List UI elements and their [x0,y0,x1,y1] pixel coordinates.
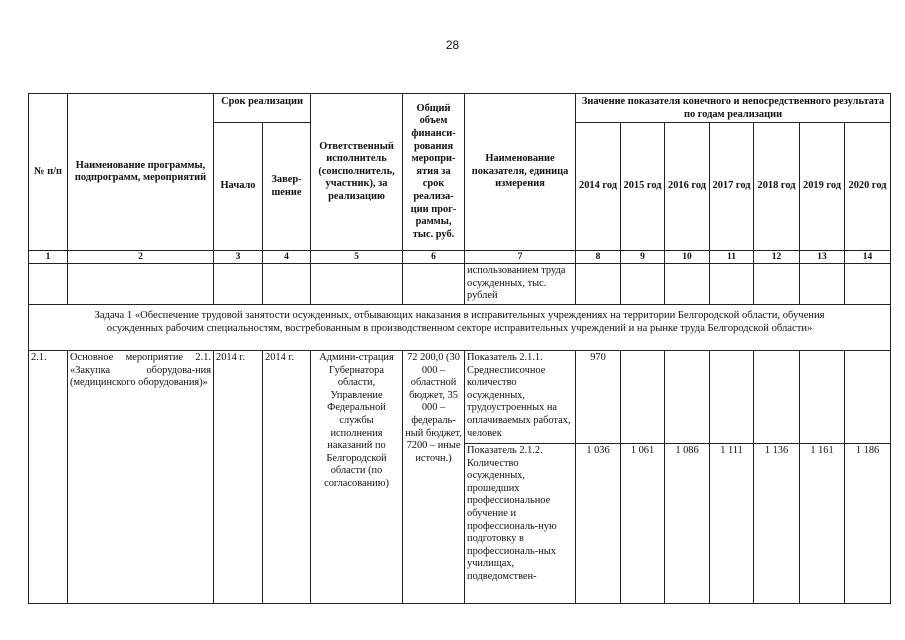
header-year-2014: 2014 год [576,123,621,251]
col-number: 6 [403,251,465,264]
header-year-2016: 2016 год [665,123,710,251]
task-row [29,304,891,350]
header-year-2015: 2015 год [621,123,665,251]
header-results: Значение показателя конечного и непосредственного результата по годам реализации [576,94,891,123]
header-name: Наименование программы, подпрограмм, мероприятий [68,94,214,251]
header-end: Завер-шение [263,123,311,251]
task-text: Задача 1 «Обеспечение трудовой занятости осужденных, отбывающих наказания в исправительных учреждениях на территории Белгородской области, обучения осужденных рабочим специальностям, востребованным в производственном секторе исправительных учреждений и на рынке труда Белгородской области» [29,304,891,350]
row-executor: Админи-страция Губернатора области, Управление Федеральной службы исполнения наказаний по Белгородской области (по согласованию) [311,350,403,603]
col-number: 5 [311,251,403,264]
header-indicator: Наименование показателя, единица измерения [465,94,576,251]
row-indicator-2: Показатель 2.1.2. Количество осужденных, прошедших профессиональное обучение и профессиональ-ную подготовку в профессиональ-ных училищах, подведомствен- [465,443,576,603]
col-number: 13 [800,251,845,264]
col-number: 9 [621,251,665,264]
header-year-2017: 2017 год [710,123,754,251]
header-start: Начало [214,123,263,251]
continuation-indicator: использованием труда осужденных, тыс. рублей [465,264,576,305]
value-1-2016 [665,350,710,443]
value-2-2015: 1 061 [621,443,665,603]
row-start: 2014 г. [214,350,263,603]
header-year-2020: 2020 год [845,123,891,251]
col-number: 14 [845,251,891,264]
row-indicator-1: Показатель 2.1.1. Среднесписочное количество осужденных, трудоустроенных на оплачиваемых работах, человек [465,350,576,443]
value-2-2016: 1 086 [665,443,710,603]
page-number: 28 [445,38,460,52]
header-executor: Ответственный исполнитель (соисполнитель, участник), за реализацию [311,94,403,251]
value-2-2017: 1 111 [710,443,754,603]
value-1-2014: 970 [576,350,621,443]
header-year-2019: 2019 год [800,123,845,251]
value-1-2018 [754,350,800,443]
table-row [29,350,891,443]
col-number: 3 [214,251,263,264]
col-number: 7 [465,251,576,264]
col-number: 8 [576,251,621,264]
header-num: № п/п [29,94,68,251]
header-volume: Общий объем финанси-рования меропри-ятия за срок реализа-ции прог-раммы, тыс. руб. [403,94,465,251]
header-term: Срок реализации [214,94,311,123]
value-2-2019: 1 161 [800,443,845,603]
col-number: 11 [710,251,754,264]
row-volume: 72 200,0 (30 000 – областной бюджет, 35 000 – федераль-ный бюджет, 7200 – иные источн.) [403,350,465,603]
value-1-2017 [710,350,754,443]
col-number: 1 [29,251,68,264]
value-2-2020: 1 186 [845,443,891,603]
value-1-2019 [800,350,845,443]
value-2-2014: 1 036 [576,443,621,603]
row-num: 2.1. [29,350,68,603]
row-name: Основное мероприятие 2.1. «Закупка оборудова-ния (медицинского оборудования)» [68,350,214,603]
col-number: 10 [665,251,710,264]
row-end: 2014 г. [263,350,311,603]
col-number: 2 [68,251,214,264]
continuation-row [29,264,891,305]
value-1-2015 [621,350,665,443]
col-number: 12 [754,251,800,264]
value-2-2018: 1 136 [754,443,800,603]
header-year-2018: 2018 год [754,123,800,251]
value-1-2020 [845,350,891,443]
col-number: 4 [263,251,311,264]
column-numbers-row [29,251,891,264]
program-table [28,93,891,604]
